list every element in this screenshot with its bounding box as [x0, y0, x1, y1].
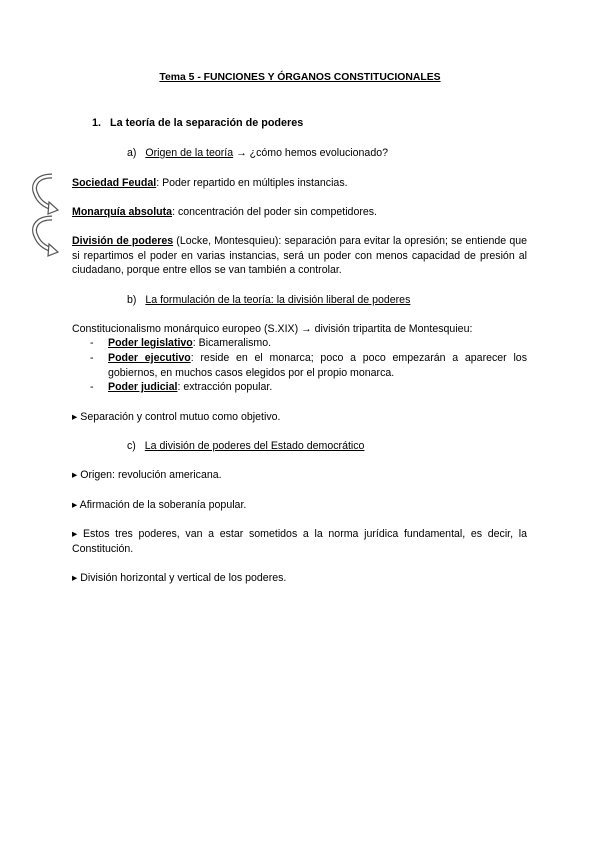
- division-paragraph: [72, 234, 527, 278]
- subsection-b-title: La formulación de la teoría: la división liberal de poderes: [145, 294, 411, 306]
- poder-legislativo-term: Poder legislativo: [108, 337, 193, 349]
- feudal-line: [72, 176, 348, 191]
- poder-judicial-term: Poder judicial: [108, 381, 178, 393]
- poder-judicial-text: : extracción popular.: [177, 381, 273, 393]
- bullet-soberania: ▸ Afirmación de la soberanía popular.: [72, 499, 247, 511]
- section-heading: [92, 116, 303, 131]
- poder-judicial-line: [108, 380, 272, 395]
- division-term: División de poderes: [72, 235, 174, 247]
- bullet-division: ▸ División horizontal y vertical de los poderes.: [72, 572, 287, 584]
- poder-legislativo-text: : Bicameralismo.: [192, 337, 272, 349]
- section-heading-text: La teoría de la separación de poderes: [110, 117, 304, 129]
- poder-dash: -: [90, 381, 94, 393]
- subsection-c-letter: c): [127, 440, 136, 452]
- feudal-term: Sociedad Feudal: [72, 177, 157, 189]
- separacion-line: ▸ Separación y control mutuo como objetivo.: [72, 411, 281, 423]
- subsection-c: [127, 439, 364, 454]
- poder-ejecutivo-text: : reside en el monarca; poco a poco empezarán a aparecer los gobiernos, en muchos casos elegidos por el propio monarca.: [108, 352, 527, 379]
- subsection-a-rest: → ¿cómo hemos evolucionado?: [233, 147, 388, 159]
- division-text: (Locke, Montesquieu): separación para evitar la opresión; se entiende que si repartimos el poder en varias instancias, será un poder con menos capacidad de presión al ciudadano, porque entre ellos se van también a controlar.: [72, 235, 527, 276]
- page-title: Tema 5 - FUNCIONES Y ÓRGANOS CONSTITUCIONALES: [159, 72, 441, 83]
- bullet-origen: ▸ Origen: revolución americana.: [72, 469, 222, 481]
- poder-dash: -: [90, 352, 94, 364]
- curved-arrow-icon: [30, 172, 62, 218]
- poder-dash: -: [90, 337, 94, 349]
- poder-ejecutivo-term: Poder ejecutivo: [108, 352, 191, 364]
- section-number: 1.: [92, 117, 102, 129]
- subsection-a-letter: a): [127, 147, 137, 159]
- subsection-b-letter: b): [127, 294, 137, 306]
- subsection-b: [127, 293, 410, 308]
- monarquia-line: [72, 205, 377, 220]
- poder-legislativo-line: [108, 336, 271, 351]
- subsection-c-title: La división de poderes del Estado democrático: [144, 440, 365, 452]
- monarquia-text: : concentración del poder sin competidores.: [172, 206, 377, 218]
- subsection-a: [127, 146, 388, 161]
- monarquia-term: Monarquía absoluta: [72, 206, 173, 218]
- feudal-text: : Poder repartido en múltiples instancias.: [156, 177, 348, 189]
- bullet-constitucion: ▸ Estos tres poderes, van a estar sometidos a la norma jurídica fundamental, es decir, la Constitución.: [72, 528, 527, 555]
- subsection-a-title: Origen de la teoría: [145, 147, 234, 159]
- poder-ejecutivo-line: [108, 351, 527, 380]
- curved-arrow-icon: [30, 214, 62, 260]
- constitucionalismo-line: Constitucionalismo monárquico europeo (S.XIX) → división tripartita de Montesquieu:: [72, 323, 473, 335]
